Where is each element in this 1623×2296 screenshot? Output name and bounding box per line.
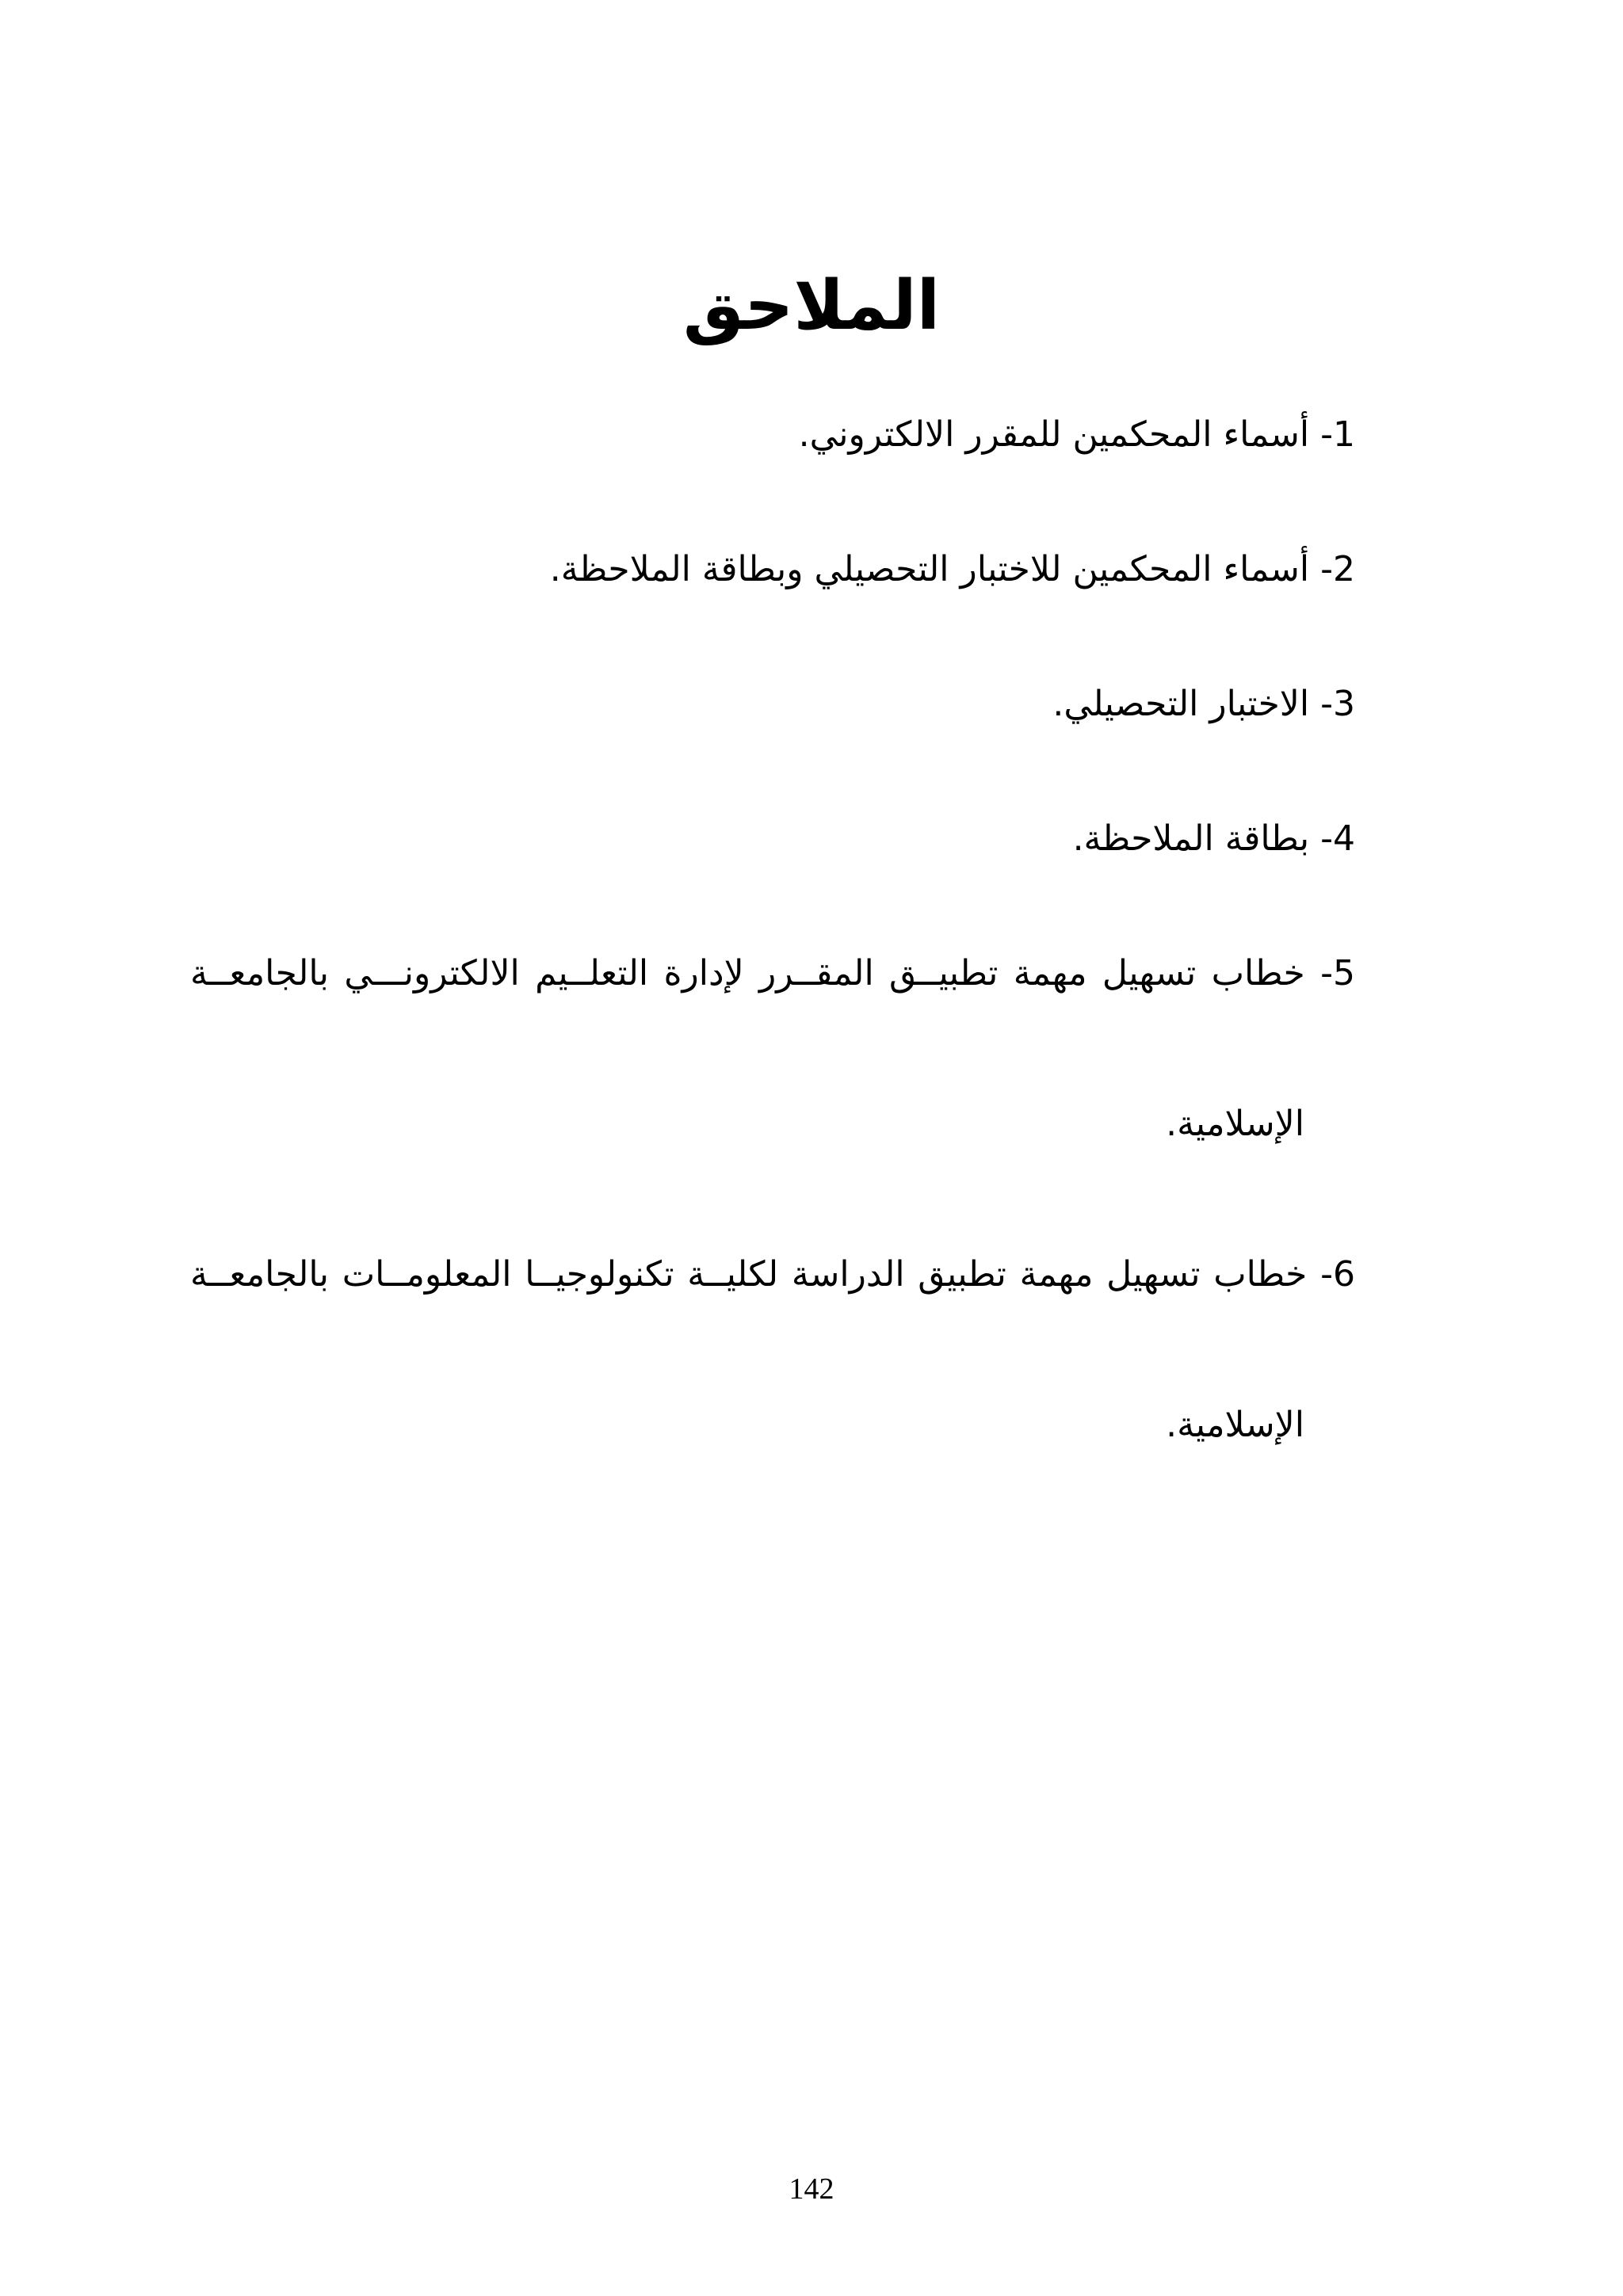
item-number: 6-: [1320, 1254, 1355, 1295]
item-continuation: الإسلامية.: [1166, 1405, 1304, 1445]
list-item: [190, 1247, 1355, 1453]
list-item: [190, 677, 1355, 732]
item-number: 2-: [1320, 549, 1355, 589]
item-text: أسماء المحكمين للمقرر الالكتروني.: [798, 414, 1310, 455]
item-number: 3-: [1320, 684, 1355, 724]
item-number: 5-: [1320, 953, 1355, 994]
list-item: [190, 407, 1355, 463]
list-item: [190, 946, 1355, 1152]
item-text: خطاب تسهيل مهمة تطبيق الدراسة لكليــة تكنولوجيــا المعلومــات بالجامعــة: [190, 1254, 1308, 1295]
item-line: [190, 1247, 1355, 1302]
item-text: الاختبار التحصيلي.: [1052, 684, 1310, 724]
item-text: خطاب تسهيل مهمة تطبيــق المقــرر لإدارة التعلــيم الالكترونـــي بالجامعــة: [190, 953, 1305, 994]
item-line: [190, 946, 1355, 1001]
item-number: 1-: [1320, 414, 1355, 455]
list-item: [190, 542, 1355, 597]
item-text: بطاقة الملاحظة.: [1072, 818, 1310, 859]
page-title: الملاحق: [682, 265, 941, 345]
item-continuation: الإسلامية.: [1166, 1104, 1304, 1144]
item-number: 4-: [1320, 818, 1355, 859]
page-number: 142: [789, 2172, 834, 2206]
list-item: [190, 811, 1355, 867]
item-text: أسماء المحكمين للاختبار التحصيلي وبطاقة الملاحظة.: [549, 549, 1310, 589]
